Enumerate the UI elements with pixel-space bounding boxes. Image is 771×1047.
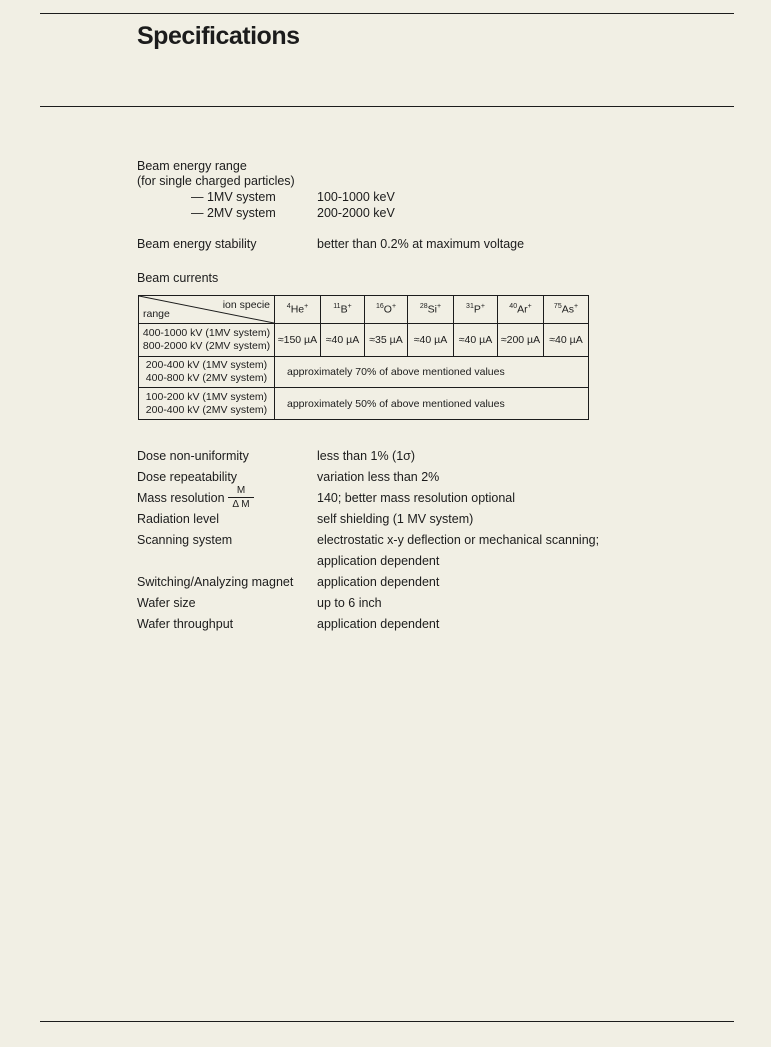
table-row	[139, 324, 589, 357]
beam-energy-sublabel: (for single charged particles)	[137, 174, 295, 188]
spec-value: less than 1% (1σ)	[317, 449, 416, 463]
spec-label: Mass resolution	[137, 491, 225, 505]
species-header: $^{31}$P+	[454, 296, 498, 324]
current-value: ≈40 µA	[321, 324, 365, 357]
species-header: $^{11}$B+	[321, 296, 365, 324]
range-cell: 100-200 kV (1MV system) 200-400 kV (2MV system)	[139, 388, 275, 420]
corner-ion-label: ion specie	[222, 299, 270, 311]
spec-value: up to 6 inch	[317, 596, 382, 610]
spec-value: self shielding (1 MV system)	[317, 512, 474, 526]
spec-value: application dependent	[317, 575, 440, 589]
spec-label: Dose repeatability	[137, 470, 238, 484]
spec-label: Radiation level	[137, 512, 219, 526]
page-title: Specifications	[137, 22, 300, 50]
title-divider	[40, 106, 734, 107]
current-value: ≈40 µA	[544, 324, 589, 357]
system-1mv-label: — 1MV system	[191, 190, 276, 204]
spec-value: application dependent	[317, 617, 440, 631]
bottom-rule	[40, 1021, 734, 1022]
spec-label: Wafer throughput	[137, 617, 234, 631]
current-value: ≈40 µA	[408, 324, 454, 357]
table-row	[139, 357, 589, 388]
current-value: ≈40 µA	[454, 324, 498, 357]
range-cell: 200-400 kV (1MV system) 400-800 kV (2MV system)	[139, 357, 275, 388]
spec-value: variation less than 2%	[317, 470, 440, 484]
system-2mv-label: — 2MV system	[191, 206, 276, 220]
current-value: ≈200 µA	[498, 324, 544, 357]
stability-label: Beam energy stability	[137, 237, 257, 251]
table-corner-cell	[139, 296, 275, 324]
stability-value: better than 0.2% at maximum voltage	[317, 237, 525, 251]
table-row	[139, 388, 589, 420]
range-cell: 400-1000 kV (1MV system) 800-2000 kV (2MV system)	[139, 324, 275, 357]
beam-energy-label: Beam energy range	[137, 159, 247, 173]
spec-value: electrostatic x-y deflection or mechanical scanning;	[317, 533, 600, 547]
system-2mv-value: 200-2000 keV	[317, 206, 395, 220]
spec-label: Wafer size	[137, 596, 196, 610]
current-value: ≈35 µA	[365, 324, 408, 357]
spec-label: Switching/Analyzing magnet	[137, 575, 294, 589]
corner-range-label: range	[143, 308, 170, 320]
row-note: approximately 50% of above mentioned values	[275, 388, 589, 420]
row-note: approximately 70% of above mentioned values	[275, 357, 589, 388]
species-header: $^{28}$Si+	[408, 296, 454, 324]
current-value: ≈150 µA	[275, 324, 321, 357]
system-1mv-value: 100-1000 keV	[317, 190, 395, 204]
beam-currents-label: Beam currents	[137, 271, 219, 285]
spec-value: application dependent	[317, 554, 440, 568]
top-rule	[40, 13, 734, 14]
spec-value: 140; better mass resolution optional	[317, 491, 516, 505]
species-header: $^4$He+	[275, 296, 321, 324]
species-header: $^{75}$As+	[544, 296, 589, 324]
spec-label: Scanning system	[137, 533, 233, 547]
spec-label: Dose non-uniformity	[137, 449, 249, 463]
mass-resolution-fraction: $\frac{M}{\text{Δ M}}$	[228, 485, 254, 510]
species-header: $^{40}$Ar+	[498, 296, 544, 324]
species-header: $^{16}$O+	[365, 296, 408, 324]
beam-currents-table	[138, 295, 589, 420]
